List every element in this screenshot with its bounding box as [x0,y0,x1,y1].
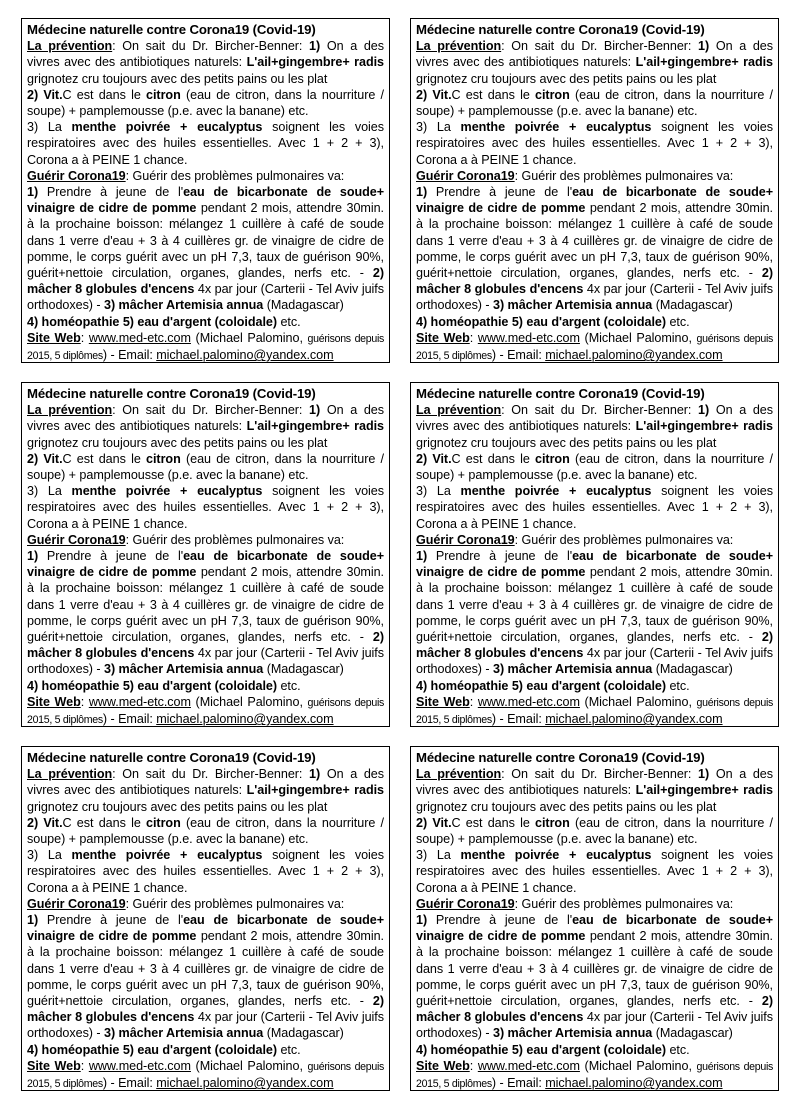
cure-step2-bold: mâcher 8 globules d'encens [416,646,584,661]
prevention-item2-bold: citron [146,815,181,830]
contact-heading: Site Web [416,1058,470,1073]
cure-heading-sep: : [514,896,522,911]
prevention-item2 [27,87,384,119]
prevention-item2-bold: citron [146,87,181,102]
prevention-item1-text-b: grignotez cru toujours avec des petits pains ou les plat [27,435,328,450]
contact-heading: Site Web [27,694,81,709]
prevention-item1-text-a: On a des vivres avec des antibiotiques naturels: [27,39,384,70]
cure-step2-text: 4x par jour (Carterii - Tel Aviv juifs orthodoxes) - [416,1010,774,1041]
contact-author-close: ) - [102,712,119,727]
website-link[interactable]: www.med-etc.com [88,1058,191,1073]
prevention-item2-number: 2) Vit. [416,451,452,466]
cure-intro: Guérir des problèmes pulmonaires va: [521,896,734,911]
cure-step4 [416,314,773,330]
prevention-intro: On sait du Dr. Bircher-Benner: [511,403,699,418]
email-link[interactable]: michael.palomino@yandex.com [545,712,723,727]
contact-heading-sep: : [469,1058,478,1073]
cure-step3-text: (Madagascar) [652,662,733,677]
cure-step3-bold: 3) mâcher Artemisia annua [104,298,264,313]
cure-heading-line [416,168,773,184]
cure-step3-text: (Madagascar) [652,1026,733,1041]
flyer-card [21,18,390,363]
prevention-item2 [416,451,773,483]
cure-step2-bold: mâcher 8 globules d'encens [416,282,584,297]
cure-step1-text-a: Prendre à jeune de l' [427,913,573,928]
cure-heading-line [27,896,384,912]
prevention-heading-sep: : [501,39,512,54]
cure-heading: Guérir Corona19 [27,532,126,547]
prevention-item2-text-a: C est dans le [62,87,147,102]
prevention-item2-text-b: (eau de citron, dans la nourriture / soupe) + pamplemousse (p.e. avec la banane) etc. [27,87,384,119]
contact-author-credentials: guérisons depuis 2015, 5 diplômes [27,1060,385,1091]
prevention-item3-bold: menthe poivrée + eucalyptus [71,484,263,499]
email-label: Email: [507,1076,546,1091]
cure-step4-text: etc. [666,1042,690,1057]
cure-heading: Guérir Corona19 [27,896,126,911]
card-title: Médecine naturelle contre Corona19 (Covid-19) [416,22,705,37]
flyer-card [410,382,779,727]
prevention-item1-text-a: On a des vivres avec des antibiotiques naturels: [416,403,773,434]
prevention-item1-number: 1) [309,39,321,54]
cure-step4-text: etc. [666,314,690,329]
cure-heading: Guérir Corona19 [27,168,126,183]
cure-intro: Guérir des problèmes pulmonaires va: [132,168,345,183]
cure-step1-text-a: Prendre à jeune de l' [38,913,184,928]
prevention-block [27,766,384,815]
cure-heading: Guérir Corona19 [416,168,515,183]
contact-author-close: ) - [102,348,119,363]
prevention-item3-text: soignent les voies respiratoires avec des huiles essentielles. Avec 1 + 2 + 3), Corona a à PEINE 1 chance. [416,848,773,895]
prevention-item1-number: 1) [698,403,710,418]
prevention-item2-number: 2) Vit. [27,815,63,830]
prevention-item2-bold: citron [146,451,181,466]
prevention-block [416,402,773,451]
cure-step2-number: 2) [372,266,384,281]
prevention-item2-text-b: (eau de citron, dans la nourriture / soupe) + pamplemousse (p.e. avec la banane) etc. [27,451,384,483]
prevention-item3-number: 3) La [27,484,72,499]
prevention-item2-text-b: (eau de citron, dans la nourriture / soupe) + pamplemousse (p.e. avec la banane) etc. [416,815,773,847]
contact-author-open: (Michael Palomino, [190,694,308,709]
prevention-item2-number: 2) Vit. [416,815,452,830]
contact-heading-sep: : [80,330,89,345]
cure-heading: Guérir Corona19 [416,896,515,911]
contact-heading: Site Web [416,694,470,709]
cure-step3-text: (Madagascar) [263,662,344,677]
cure-step4-text: etc. [277,314,301,329]
card-title: Médecine naturelle contre Corona19 (Covid-19) [416,386,705,401]
contact-author-open: (Michael Palomino, [579,1058,697,1073]
cure-step4-bold: 4) homéopathie 5) eau d'argent (coloidale) [27,1042,278,1057]
prevention-item2 [27,815,384,847]
cure-step2-number: 2) [372,994,384,1009]
prevention-item1-number: 1) [309,767,321,782]
cure-step2-text: 4x par jour (Carterii - Tel Aviv juifs orthodoxes) - [416,646,774,677]
cure-step4 [27,678,384,694]
cure-step4-bold: 4) homéopathie 5) eau d'argent (coloidale) [27,678,278,693]
cure-step3-text: (Madagascar) [263,298,344,313]
cure-step1-bold: eau de bicarbonate de soude+ vinaigre de cidre de pomme [416,913,774,944]
prevention-item3-bold: menthe poivrée + eucalyptus [71,120,263,135]
cure-step3-text: (Madagascar) [263,1026,344,1041]
cure-step1-text-b: pendant 2 mois, attendre 30min. à la prochaine boisson: mélangez 1 cuillère à café de soude dans 1 verre d'eau + 3 à 4 cuillères gr. de vinaigre de cidre de pomme, le corps guérit avec un pH 7,3, taux de guérison 90%, guérit+nettoie circulation, organes, glandes, nerfs etc. - [27,565,384,645]
website-link[interactable]: www.med-etc.com [477,1058,580,1073]
contact-heading-sep: : [469,330,478,345]
cure-heading-line [416,532,773,548]
cure-step3-text: (Madagascar) [652,298,733,313]
prevention-heading: La prévention [27,39,113,54]
prevention-block [416,766,773,815]
cure-step3-bold: 3) mâcher Artemisia annua [104,1026,264,1041]
cure-heading: Guérir Corona19 [416,532,515,547]
website-link[interactable]: www.med-etc.com [477,330,580,345]
prevention-heading: La prévention [416,767,502,782]
cure-step2-number: 2) [372,630,384,645]
cure-step1-bold: eau de bicarbonate de soude+ vinaigre de cidre de pomme [27,549,385,580]
cure-heading-sep: : [125,168,133,183]
prevention-item3 [416,119,773,168]
cure-step1-number: 1) [27,185,39,200]
email-link[interactable]: michael.palomino@yandex.com [545,1076,723,1091]
prevention-item2-number: 2) Vit. [27,451,63,466]
contact-author-open: (Michael Palomino, [579,330,697,345]
prevention-heading: La prévention [27,767,113,782]
prevention-item3-text: soignent les voies respiratoires avec des huiles essentielles. Avec 1 + 2 + 3), Corona a à PEINE 1 chance. [27,848,384,895]
prevention-item3 [416,483,773,532]
contact-author-open: (Michael Palomino, [190,330,308,345]
prevention-intro: On sait du Dr. Bircher-Benner: [511,767,699,782]
cure-heading-sep: : [514,168,522,183]
contact-block [27,694,384,727]
prevention-heading-sep: : [112,403,123,418]
cure-step1-text-b: pendant 2 mois, attendre 30min. à la prochaine boisson: mélangez 1 cuillère à café de soude dans 1 verre d'eau + 3 à 4 cuillères gr. de vinaigre de cidre de pomme, le corps guérit avec un pH 7,3, taux de guérison 90%, guérit+nettoie circulation, organes, glandes, nerfs etc. - [416,929,773,1009]
prevention-item1-text-a: On a des vivres avec des antibiotiques naturels: [416,767,773,798]
prevention-item2-text-a: C est dans le [451,451,536,466]
email-link[interactable]: michael.palomino@yandex.com [156,348,334,363]
cure-step3-bold: 3) mâcher Artemisia annua [493,298,653,313]
prevention-item3-text: soignent les voies respiratoires avec des huiles essentielles. Avec 1 + 2 + 3), Corona a à PEINE 1 chance. [416,120,773,167]
cure-step4-bold: 4) homéopathie 5) eau d'argent (coloidale) [416,678,667,693]
flyer-card [410,18,779,363]
cure-steps [27,912,384,1042]
contact-author-close: ) - [491,348,508,363]
prevention-item2-text-a: C est dans le [62,815,147,830]
cure-step3-bold: 3) mâcher Artemisia annua [493,1026,653,1041]
cure-step1-text-b: pendant 2 mois, attendre 30min. à la prochaine boisson: mélangez 1 cuillère à café de soude dans 1 verre d'eau + 3 à 4 cuillères gr. de vinaigre de cidre de pomme, le corps guérit avec un pH 7,3, taux de guérison 90%, guérit+nettoie circulation, organes, glandes, nerfs etc. - [416,565,773,645]
prevention-item2-bold: citron [535,815,570,830]
cure-step4-text: etc. [277,678,301,693]
prevention-item3-bold: menthe poivrée + eucalyptus [71,848,263,863]
prevention-item3-bold: menthe poivrée + eucalyptus [460,484,652,499]
prevention-block [416,38,773,87]
cure-step3-bold: 3) mâcher Artemisia annua [104,662,264,677]
prevention-item1-number: 1) [309,403,321,418]
contact-author-close: ) - [491,1076,508,1091]
cure-heading-sep: : [125,896,133,911]
prevention-item3-number: 3) La [27,120,72,135]
prevention-heading-sep: : [501,767,512,782]
prevention-item2-text-a: C est dans le [451,815,536,830]
prevention-item1-text-b: grignotez cru toujours avec des petits pains ou les plat [27,799,328,814]
prevention-heading-sep: : [112,39,123,54]
cure-step1-bold: eau de bicarbonate de soude+ vinaigre de cidre de pomme [416,185,774,216]
cure-step1-bold: eau de bicarbonate de soude+ vinaigre de cidre de pomme [27,185,385,216]
cure-step1-bold: eau de bicarbonate de soude+ vinaigre de cidre de pomme [27,913,385,944]
prevention-item1-text-a: On a des vivres avec des antibiotiques naturels: [27,767,384,798]
prevention-item2-bold: citron [535,451,570,466]
contact-author-credentials: guérisons depuis 2015, 5 diplômes [416,1060,774,1091]
prevention-item1-bold: L'ail+gingembre+ radis [246,783,384,798]
prevention-intro: On sait du Dr. Bircher-Benner: [122,767,310,782]
cure-step4 [416,678,773,694]
prevention-item2-text-b: (eau de citron, dans la nourriture / soupe) + pamplemousse (p.e. avec la banane) etc. [416,451,773,483]
prevention-item2-text-a: C est dans le [62,451,147,466]
cure-steps [27,548,384,678]
flyer-card [410,746,779,1091]
contact-heading-sep: : [469,694,478,709]
email-label: Email: [507,348,546,363]
cure-step1-text-a: Prendre à jeune de l' [38,549,184,564]
cure-step2-bold: mâcher 8 globules d'encens [27,1010,195,1025]
prevention-item1-text-b: grignotez cru toujours avec des petits pains ou les plat [416,71,717,86]
contact-author-credentials: guérisons depuis 2015, 5 diplômes [27,332,385,363]
cure-step4 [27,314,384,330]
prevention-intro: On sait du Dr. Bircher-Benner: [122,403,310,418]
contact-block [27,1058,384,1091]
prevention-heading: La prévention [416,39,502,54]
contact-heading-sep: : [80,694,89,709]
cure-step2-number: 2) [761,630,773,645]
prevention-item2-number: 2) Vit. [416,87,452,102]
cure-step2-text: 4x par jour (Carterii - Tel Aviv juifs orthodoxes) - [27,646,385,677]
website-link[interactable]: www.med-etc.com [88,330,191,345]
prevention-heading-sep: : [112,767,123,782]
cure-step2-bold: mâcher 8 globules d'encens [416,1010,584,1025]
prevention-item2-text-b: (eau de citron, dans la nourriture / soupe) + pamplemousse (p.e. avec la banane) etc. [416,87,773,119]
prevention-item3 [27,847,384,896]
contact-author-credentials: guérisons depuis 2015, 5 diplômes [416,696,774,727]
cure-step1-bold: eau de bicarbonate de soude+ vinaigre de cidre de pomme [416,549,774,580]
contact-block [416,330,773,363]
prevention-heading: La prévention [416,403,502,418]
prevention-item2-bold: citron [535,87,570,102]
cure-heading-line [27,168,384,184]
card-title: Médecine naturelle contre Corona19 (Covid-19) [416,750,705,765]
prevention-item3 [27,483,384,532]
prevention-item1-text-a: On a des vivres avec des antibiotiques naturels: [416,39,773,70]
contact-block [27,330,384,363]
prevention-intro: On sait du Dr. Bircher-Benner: [511,39,699,54]
prevention-heading-sep: : [501,403,512,418]
cure-intro: Guérir des problèmes pulmonaires va: [521,532,734,547]
cure-step2-number: 2) [761,266,773,281]
cure-step4-bold: 4) homéopathie 5) eau d'argent (coloidale) [27,314,278,329]
prevention-item1-bold: L'ail+gingembre+ radis [635,55,773,70]
cure-steps [416,548,773,678]
prevention-item1-text-b: grignotez cru toujours avec des petits pains ou les plat [27,71,328,86]
flyer-card [21,746,390,1091]
website-link[interactable]: www.med-etc.com [477,694,580,709]
cure-step2-bold: mâcher 8 globules d'encens [27,282,195,297]
prevention-item3-text: soignent les voies respiratoires avec des huiles essentielles. Avec 1 + 2 + 3), Corona a à PEINE 1 chance. [27,484,384,531]
prevention-item1-text-a: On a des vivres avec des antibiotiques naturels: [27,403,384,434]
prevention-item2 [27,451,384,483]
prevention-item3-number: 3) La [27,848,72,863]
prevention-item1-bold: L'ail+gingembre+ radis [246,55,384,70]
prevention-item1-number: 1) [698,39,710,54]
prevention-item1-bold: L'ail+gingembre+ radis [635,783,773,798]
cure-step2-text: 4x par jour (Carterii - Tel Aviv juifs orthodoxes) - [416,282,774,313]
contact-author-credentials: guérisons depuis 2015, 5 diplômes [27,696,385,727]
prevention-block [27,402,384,451]
contact-heading: Site Web [416,330,470,345]
cure-step1-text-a: Prendre à jeune de l' [38,185,184,200]
cure-heading-line [416,896,773,912]
cure-heading-sep: : [514,532,522,547]
cure-step4-text: etc. [277,1042,301,1057]
prevention-item1-text-b: grignotez cru toujours avec des petits pains ou les plat [416,435,717,450]
prevention-item3-number: 3) La [416,484,461,499]
prevention-heading: La prévention [27,403,113,418]
email-label: Email: [507,712,546,727]
cure-step1-number: 1) [416,185,428,200]
prevention-item1-bold: L'ail+gingembre+ radis [635,419,773,434]
cure-step2-text: 4x par jour (Carterii - Tel Aviv juifs orthodoxes) - [27,1010,385,1041]
cure-step1-text-a: Prendre à jeune de l' [427,185,573,200]
prevention-item3-text: soignent les voies respiratoires avec des huiles essentielles. Avec 1 + 2 + 3), Corona a à PEINE 1 chance. [27,120,384,167]
contact-block [416,1058,773,1091]
contact-author-open: (Michael Palomino, [190,1058,308,1073]
prevention-item2-number: 2) Vit. [27,87,63,102]
cure-step1-text-b: pendant 2 mois, attendre 30min. à la prochaine boisson: mélangez 1 cuillère à café de soude dans 1 verre d'eau + 3 à 4 cuillères gr. de vinaigre de cidre de pomme, le corps guérit avec un pH 7,3, taux de guérison 90%, guérit+nettoie circulation, organes, glandes, nerfs etc. - [27,929,384,1009]
cure-step2-text: 4x par jour (Carterii - Tel Aviv juifs orthodoxes) - [27,282,385,313]
card-title: Médecine naturelle contre Corona19 (Covid-19) [27,22,316,37]
contact-heading-sep: : [80,1058,89,1073]
cure-intro: Guérir des problèmes pulmonaires va: [521,168,734,183]
email-link[interactable]: michael.palomino@yandex.com [545,348,723,363]
contact-author-open: (Michael Palomino, [579,694,697,709]
email-label: Email: [118,712,157,727]
cure-step4 [27,1042,384,1058]
cure-step2-number: 2) [761,994,773,1009]
cure-step2-bold: mâcher 8 globules d'encens [27,646,195,661]
prevention-item2-text-a: C est dans le [451,87,536,102]
prevention-intro: On sait du Dr. Bircher-Benner: [122,39,310,54]
cure-step1-text-b: pendant 2 mois, attendre 30min. à la prochaine boisson: mélangez 1 cuillère à café de soude dans 1 verre d'eau + 3 à 4 cuillères gr. de vinaigre de cidre de pomme, le corps guérit avec un pH 7,3, taux de guérison 90%, guérit+nettoie circulation, organes, glandes, nerfs etc. - [27,201,384,281]
prevention-item1-number: 1) [698,767,710,782]
cure-step1-number: 1) [416,913,428,928]
cure-step3-bold: 3) mâcher Artemisia annua [493,662,653,677]
prevention-item1-bold: L'ail+gingembre+ radis [246,419,384,434]
cure-step4-text: etc. [666,678,690,693]
cure-step1-number: 1) [27,913,39,928]
prevention-item3-text: soignent les voies respiratoires avec des huiles essentielles. Avec 1 + 2 + 3), Corona a à PEINE 1 chance. [416,484,773,531]
card-title: Médecine naturelle contre Corona19 (Covid-19) [27,386,316,401]
prevention-block [27,38,384,87]
cure-heading-line [27,532,384,548]
email-link[interactable]: michael.palomino@yandex.com [156,1076,334,1091]
contact-author-credentials: guérisons depuis 2015, 5 diplômes [416,332,774,363]
cure-step1-number: 1) [416,549,428,564]
prevention-item3 [27,119,384,168]
prevention-item3-bold: menthe poivrée + eucalyptus [460,848,652,863]
cure-steps [416,184,773,314]
contact-heading: Site Web [27,1058,81,1073]
prevention-item2-text-b: (eau de citron, dans la nourriture / soupe) + pamplemousse (p.e. avec la banane) etc. [27,815,384,847]
cure-intro: Guérir des problèmes pulmonaires va: [132,532,345,547]
cure-steps [416,912,773,1042]
cure-step1-text-b: pendant 2 mois, attendre 30min. à la prochaine boisson: mélangez 1 cuillère à café de soude dans 1 verre d'eau + 3 à 4 cuillères gr. de vinaigre de cidre de pomme, le corps guérit avec un pH 7,3, taux de guérison 90%, guérit+nettoie circulation, organes, glandes, nerfs etc. - [416,201,773,281]
website-link[interactable]: www.med-etc.com [88,694,191,709]
flyer-grid [21,18,779,1091]
prevention-item1-text-b: grignotez cru toujours avec des petits pains ou les plat [416,799,717,814]
cure-step4-bold: 4) homéopathie 5) eau d'argent (coloidale) [416,314,667,329]
cure-step4 [416,1042,773,1058]
contact-author-close: ) - [102,1076,119,1091]
cure-heading-sep: : [125,532,133,547]
cure-step1-text-a: Prendre à jeune de l' [427,549,573,564]
contact-author-close: ) - [491,712,508,727]
email-label: Email: [118,1076,157,1091]
card-title: Médecine naturelle contre Corona19 (Covid-19) [27,750,316,765]
cure-step4-bold: 4) homéopathie 5) eau d'argent (coloidale) [416,1042,667,1057]
contact-heading: Site Web [27,330,81,345]
prevention-item2 [416,87,773,119]
flyer-card [21,382,390,727]
prevention-item3-bold: menthe poivrée + eucalyptus [460,120,652,135]
cure-step1-number: 1) [27,549,39,564]
prevention-item3-number: 3) La [416,848,461,863]
prevention-item2 [416,815,773,847]
contact-block [416,694,773,727]
prevention-item3-number: 3) La [416,120,461,135]
email-label: Email: [118,348,157,363]
cure-steps [27,184,384,314]
prevention-item3 [416,847,773,896]
cure-intro: Guérir des problèmes pulmonaires va: [132,896,345,911]
email-link[interactable]: michael.palomino@yandex.com [156,712,334,727]
